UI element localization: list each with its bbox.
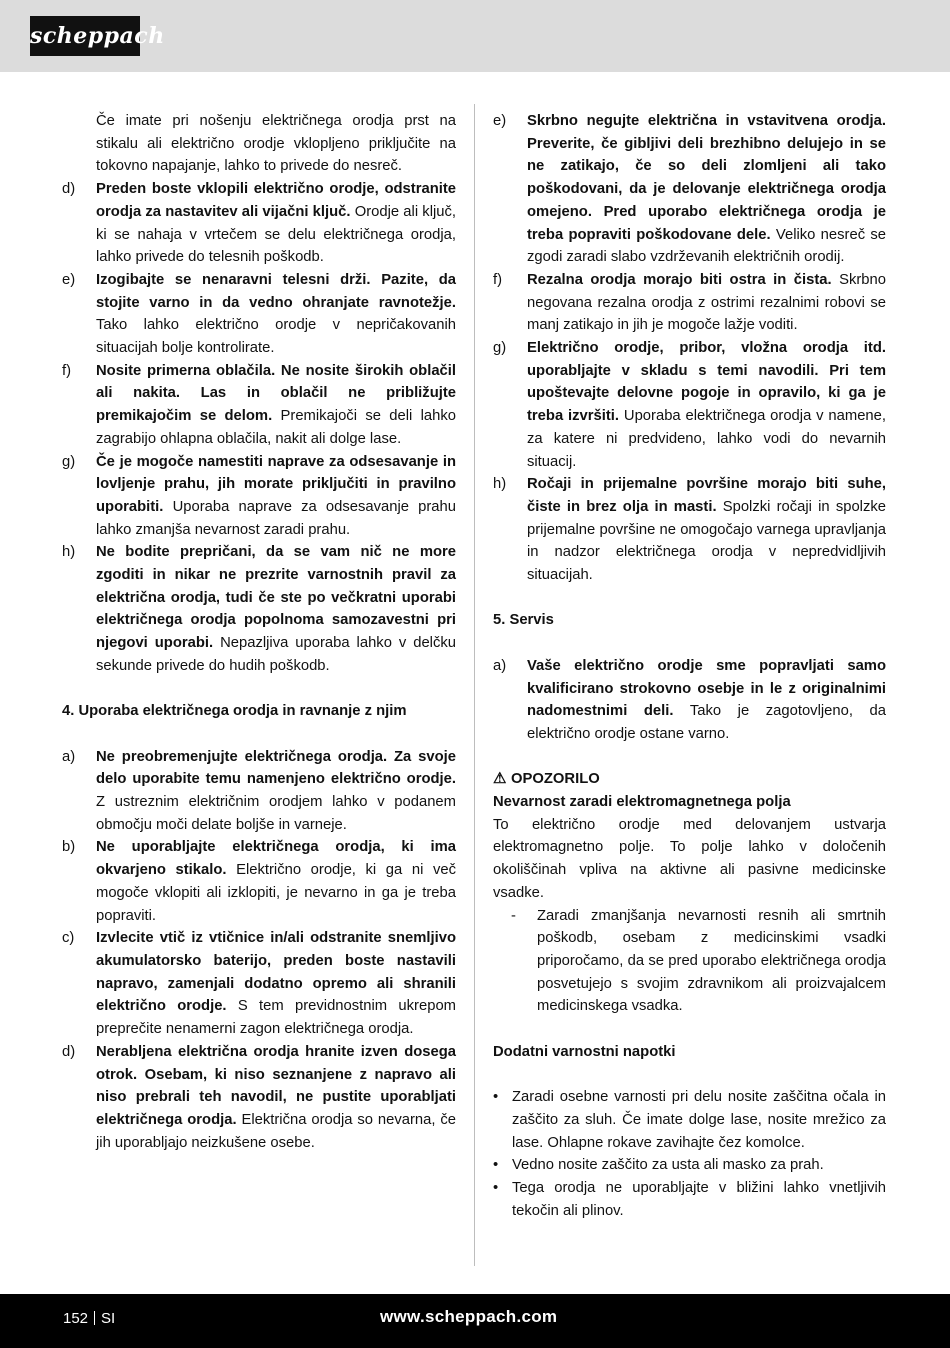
- item-bold-text: Vaše električno orodje sme popravljati samo kvalificirano strokovno osebje in le z originalnimi nadomestnimi deli.: [527, 657, 886, 720]
- page-number: 152: [63, 1310, 89, 1327]
- item-text: Premikajoči se deli lahko zagrabijo ohlapna oblačila, nakit ali dolge lase.: [96, 408, 457, 447]
- left-column: [62, 110, 456, 1154]
- warning-heading: [493, 768, 886, 791]
- page-number-block: [63, 1310, 115, 1327]
- list-item: [62, 269, 456, 360]
- dash-text: Zaradi zmanjšanja nevarnosti resnih ali smrtnih poškodb, osebam z medicinskimi vsadki priporočamo, da se pred uporabo električnega orodja posvetujejo s svojim zdravnikom ali proizvajalcem medicinskega vsadka.: [537, 907, 886, 1015]
- item-bold-text: Ne uporabljajte električnega orodja, ki ima okvarjeno stikalo.: [96, 839, 456, 879]
- item-bold-text: Ne preobremenjujte električnega orodja. Za svoje delo uporabite temu namenjeno električno orodje.: [96, 748, 456, 788]
- item-text: Tako lahko električno orodje v nepričakovanih situacijah bolje kontrolirate.: [96, 317, 456, 357]
- page-header: [0, 0, 950, 72]
- item-label: e): [493, 113, 507, 129]
- dash-mark: -: [511, 907, 516, 924]
- item-bold-text: Izogibajte se nenaravni telesni drži. Pazite, da stojite varno in da vedno ohranjate ravnotežje.: [96, 271, 456, 311]
- item-label: a): [62, 748, 76, 765]
- warning-text: To električno orodje med delovanjem ustvarja elektromagnetno polje. To polje lahko v določenih okoliščinah vpliva na aktivne ali pasivne medicinske vsadke.: [493, 816, 886, 901]
- item-label: c): [62, 930, 75, 947]
- item-label: f): [493, 271, 503, 288]
- item-text: Z ustreznim električnim orodjem lahko v podanem območju moči delate boljše in varneje.: [96, 794, 456, 833]
- section-heading: 4. Uporaba električnega orodja in ravnanje z njim: [62, 703, 407, 720]
- scheppach-logo: scheppach: [30, 16, 140, 56]
- item-bold-text: Če je mogoče namestiti naprave za odsesavanje in lovljenje prahu, jih morate priključiti in pravilno uporabiti.: [96, 453, 456, 515]
- footer-separator: [94, 1311, 95, 1325]
- column-divider: [474, 104, 475, 1266]
- item-label: d): [62, 1043, 76, 1060]
- item-text: Uporaba naprave za odsesavanje prahu lahko zmanjša nevarnost zaradi prahu.: [96, 498, 456, 538]
- item-text: Električna orodja so nevarna, če jih uporabljajo neizkušene osebe.: [96, 1111, 456, 1151]
- warning-subtitle: Nevarnost zaradi elektromagnetnega polja: [493, 794, 791, 811]
- item-label: d): [62, 181, 76, 198]
- bullet-mark: •: [493, 1089, 499, 1106]
- bullet-item: [493, 1154, 886, 1177]
- item-text: Električno orodje, ki ga ni več mogoče vklopiti ali izklopiti, je nevarno in ga je treba popraviti.: [96, 862, 456, 924]
- bullet-item: [493, 1177, 886, 1222]
- item-text: Tako je zagotovljeno, da električno orodje ostane varno.: [527, 703, 886, 742]
- warning-triangle-icon: ⚠: [493, 771, 507, 788]
- bullet-mark: •: [493, 1157, 499, 1174]
- list-item: [62, 836, 456, 927]
- item-bold-text: Nerabljena električna orodja hranite izven dosega otrok. Osebam, ki niso seznanjene z napravo ali niso prebrali teh navodil, ne pustite uporabljati električnega orodja.: [96, 1043, 456, 1128]
- language-code: SI: [101, 1310, 116, 1327]
- item-text: Uporaba električnega orodja v namene, za katere ni predvideno, lahko vodi do nevarnih situacij.: [527, 408, 886, 470]
- list-item: [493, 337, 886, 473]
- item-text: Skrbno negovana rezalna orodja z ostrimi rezalnimi robovi se manj zatikajo in jih je mogoče lažje voditi.: [527, 271, 886, 334]
- item-label: e): [62, 271, 76, 288]
- list-item: [62, 541, 456, 677]
- warning-title: OPOZORILO: [511, 771, 600, 788]
- item-bold-text: Skrbno negujte električna in vstavitvena orodja. Preverite, če gibljivi deli brezhibno delujejo in se ne zatikajo, če so deli zlomljeni ali tako poškodovani, da je delovanje električnega orodja omejeno. Pred uporabo električnega orodja je treba popraviti poškodovane dele.: [527, 113, 886, 243]
- item-label: b): [62, 839, 76, 856]
- list-item: [62, 1041, 456, 1155]
- list-item: [62, 451, 456, 542]
- item-bold-text: Ne bodite prepričani, da se vam nič ne more zgoditi in nikar ne prezrite varnostnih pravil za električna orodja, tudi če ste po večkratni uporabi električnega orodja popolnoma samozavestni pri njegovi uporabi.: [96, 544, 456, 652]
- item-bold-text: Električno orodje, pribor, vložna orodja itd. uporabljajte v skladu s temi navodili. Pri tem upoštevajte delovne pogoje in opravilo, ki ga je treba izvršiti.: [527, 340, 886, 425]
- item-bold-text: Izvlecite vtič iz vtičnice in/ali odstranite snemljivo akumulatorsko baterijo, preden boste nastavili napravo, zamenjali dodatno opremo ali shranili električno orodje.: [96, 930, 456, 1015]
- bullet-mark: •: [493, 1179, 499, 1196]
- item-text: Orodje ali ključ, ki se nahaja v vrtečem se delu električnega orodja, lahko privede do telesnih poškodb.: [96, 203, 457, 266]
- bullet-text: Zaradi osebne varnosti pri delu nosite zaščitna očala in zaščito za sluh. Če imate dolge lase, nosite mrežico za lase. Ohlapne rokave zavihajte čez komolce.: [512, 1089, 886, 1151]
- bullet-text: Vedno nosite zaščito za usta ali masko za prah.: [512, 1157, 824, 1174]
- item-text: S tem previdnostnim ukrepom preprečite nenamerni zagon električnega orodja.: [96, 998, 456, 1038]
- item-label: h): [62, 544, 76, 561]
- item-bold-text: Preden boste vklopili električno orodje, odstranite orodja za nastavitev ali vijačni ključ.: [96, 181, 456, 220]
- bullet-text: Tega orodja ne uporabljajte v bližini lahko vnetljivih tekočin ali plinov.: [512, 1179, 886, 1219]
- list-item: [493, 655, 886, 746]
- list-item: [62, 746, 456, 837]
- item-label: h): [493, 476, 507, 493]
- website-link[interactable]: www.scheppach.com: [380, 1307, 558, 1326]
- warning-dash-item: [493, 905, 886, 1019]
- intro-paragraph: Če imate pri nošenju električnega orodja prst na stikalu ali električno orodje vklopljeno priključite na tokovno napajanje, lahko to privede do nesreč.: [96, 113, 456, 175]
- list-item: [62, 360, 456, 451]
- right-column: [493, 110, 886, 1222]
- list-item: [62, 927, 456, 1041]
- item-label: a): [493, 657, 507, 674]
- item-bold-text: Nosite primerna oblačila. Ne nosite širokih oblačil ali nakita. Las in oblačil ne približujte premikajočim se delom.: [96, 362, 456, 425]
- item-text: Veliko nesreč se zgodi zaradi slabo vzdrževanih električnih orodij.: [527, 226, 886, 266]
- list-item: [493, 473, 886, 587]
- list-item: [493, 269, 886, 337]
- bullet-item: [493, 1086, 886, 1154]
- list-item: [62, 178, 456, 269]
- extra-safety-heading: Dodatni varnostni napotki: [493, 1043, 676, 1060]
- item-text: Spolzki ročaji in spolzke prijemalne površine ne omogočajo varnega upravljanja in nadzor električnega orodja v nepredvidljivih situacijah.: [527, 498, 886, 584]
- list-item: [62, 110, 456, 178]
- item-label: g): [62, 453, 76, 470]
- item-text: Nepazljiva uporaba lahko v delčku sekunde privede do hudih poškodb.: [96, 635, 456, 674]
- item-label: g): [493, 340, 507, 357]
- section-heading: 5. Servis: [493, 612, 554, 629]
- item-bold-text: Ročaji in prijemalne površine morajo biti suhe, čiste in brez olja in masti.: [527, 476, 886, 515]
- list-item: [493, 110, 886, 269]
- item-bold-text: Rezalna orodja morajo biti ostra in čista.: [527, 271, 832, 288]
- item-label: f): [62, 362, 72, 379]
- page-footer: [0, 1294, 950, 1348]
